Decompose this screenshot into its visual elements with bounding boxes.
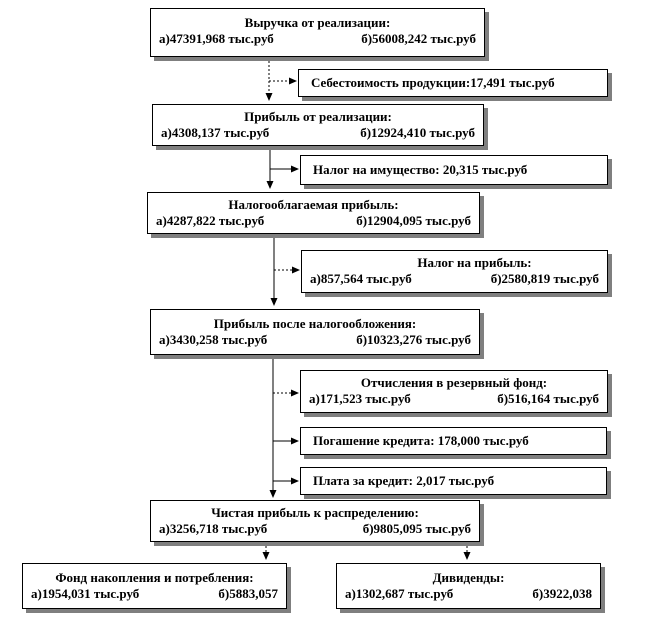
dividends-value-b: б)3922,038 xyxy=(532,586,592,601)
loan-fee-text: Плата за кредит: 2,017 тыс.руб xyxy=(313,473,495,488)
dividends-title: Дивиденды: xyxy=(432,570,505,585)
property-tax-box xyxy=(300,155,608,185)
taxable-profit-value-b: б)12904,095 тыс.руб xyxy=(356,213,471,228)
sales-profit-box xyxy=(152,104,484,146)
accumulation-fund-title: Фонд накопления и потребления: xyxy=(55,570,254,585)
revenue-title: Выручка от реализации: xyxy=(244,15,391,30)
profit-tax-box xyxy=(301,250,608,293)
taxable-profit-box xyxy=(147,192,480,234)
sales-profit-title: Прибыль от реализации: xyxy=(244,109,392,124)
taxable-profit-title: Налогооблагаемая прибыль: xyxy=(228,197,399,212)
profit-tax-value-b: б)2580,819 тыс.руб xyxy=(490,271,599,286)
after-tax-profit-value-a: а)3430,258 тыс.руб xyxy=(159,332,268,347)
loan-repayment-text: Погашение кредита: 178,000 тыс.руб xyxy=(313,433,529,448)
dividends-box xyxy=(336,563,601,609)
net-profit-title: Чистая прибыль к распределению: xyxy=(211,505,419,520)
profit-tax-title: Налог на прибыль: xyxy=(417,255,532,270)
property-tax-text: Налог на имущество: 20,315 тыс.руб xyxy=(313,162,528,177)
taxable-profit-value-a: а)4287,822 тыс.руб xyxy=(156,213,265,228)
accumulation-fund-value-b: б)5883,057 xyxy=(218,586,278,601)
net-profit-box xyxy=(150,500,480,542)
after-tax-profit-title: Прибыль после налогообложения: xyxy=(213,316,417,331)
net-profit-value-a: а)3256,718 тыс.руб xyxy=(159,521,268,536)
accumulation-fund-value-a: а)1954,031 тыс.руб xyxy=(31,586,140,601)
reserve-fund-value-a: а)171,523 тыс.руб xyxy=(309,391,411,406)
net-profit-value-b: б)9805,095 тыс.руб xyxy=(362,521,471,536)
after-tax-profit-box xyxy=(150,309,480,355)
dividends-value-a: а)1302,687 тыс.руб xyxy=(345,586,454,601)
reserve-fund-box xyxy=(300,370,608,413)
sales-profit-value-b: б)12924,410 тыс.руб xyxy=(360,125,475,140)
after-tax-profit-value-b: б)10323,276 тыс.руб xyxy=(356,332,471,347)
reserve-fund-value-b: б)516,164 тыс.руб xyxy=(497,391,599,406)
revenue-value-a: а)47391,968 тыс.руб xyxy=(159,31,274,46)
accumulation-fund-box xyxy=(22,563,287,609)
revenue-box xyxy=(150,8,485,57)
sales-profit-value-a: а)4308,137 тыс.руб xyxy=(161,125,270,140)
reserve-fund-title: Отчисления в резервный фонд: xyxy=(360,375,548,390)
cost-box xyxy=(298,69,608,97)
revenue-value-b: б)56008,242 тыс.руб xyxy=(361,31,476,46)
loan-repayment-box xyxy=(300,427,607,455)
loan-fee-box xyxy=(300,467,607,495)
cost-text: Себестоимость продукции:17,491 тыс.руб xyxy=(311,75,555,90)
profit-tax-value-a: а)857,564 тыс.руб xyxy=(310,271,412,286)
